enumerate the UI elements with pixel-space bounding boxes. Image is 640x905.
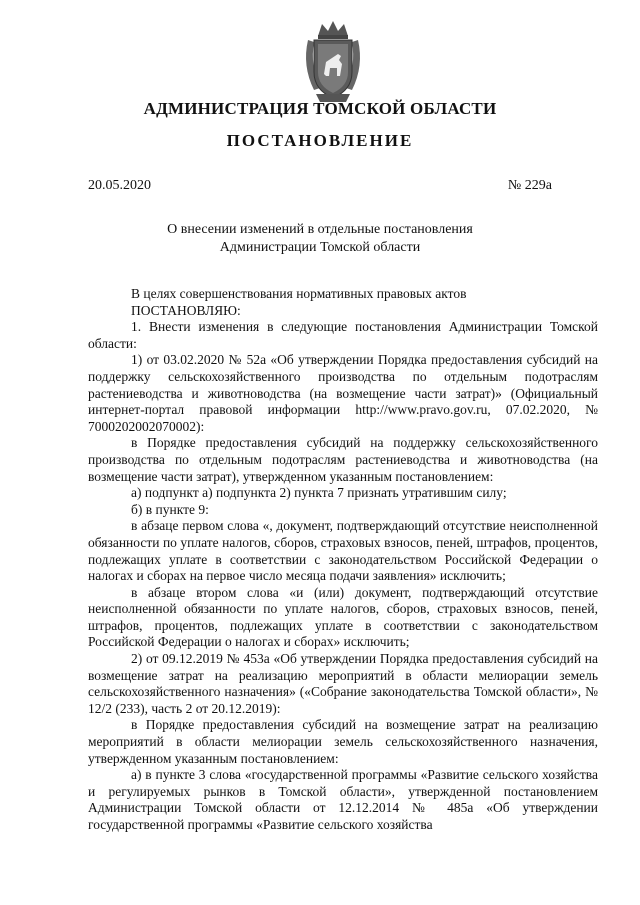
organization-title: АДМИНИСТРАЦИЯ ТОМСКОЙ ОБЛАСТИ [143,99,497,118]
paragraph-b: б) в пункте 9: [131,501,209,517]
document-body [88,286,598,834]
paragraph-b-second: в абзаце втором слова «и (или) документ, подтверждающий отсутствие неисполненной обязанности по уплате налогов, сборов, страховых взносов, пеней, штрафов, процентов, подлежащих уплате в соответствии с законодательством Российской Федерации о налогах и сборах» исключить; [88,584,598,650]
paragraph-2a: а) в пункте 3 слова «государственной программы «Развитие сельского хозяйства и регулируемых рынков в Томской области», утвержденной постановлением Администрации Томской области от 12.12.2014 № 485а «Об утверждении государственной программы «Развитие сельского хозяйства [88,767,598,832]
document-subject [0,221,640,257]
paragraph-item-1: 1. Внести изменения в следующие постановления Администрации Томской области: [88,319,598,351]
document-date: 20.05.2020 [88,178,151,193]
paragraph-subitem-1: 1) от 03.02.2020 № 52а «Об утверждении Порядка предоставления субсидий на поддержку сельскохозяйственного производства по отдельным подотраслям растениеводства и животноводства (на возмещение части затрат)» (Официальный интернет-портал правовой информации http://www.pravo.gov.ru, 07.02.2020, № 7000202002070002): [88,352,598,434]
paragraph-subitem-2: 2) от 09.12.2019 № 453а «Об утверждении Порядка предоставления субсидий на возмещение затрат на реализацию мероприятий в области мелиорации земель сельскохозяйственного назначения» («Собрание законодательства Томской области», № 12/2 (233), часть 2 от 20.12.2019): [88,651,598,716]
paragraph-order-1: в Порядке предоставления субсидий на поддержку сельскохозяйственного производства по отдельным подотраслям растениеводства и животноводства (на возмещение части затрат), утвержденном указанным постановлением: [88,435,598,484]
document-number: № 229а [507,178,552,193]
subject-line-1: О внесении изменений в отдельные постановления [167,222,473,237]
document-type: ПОСТАНОВЛЕНИЕ [226,131,414,150]
paragraph-b-first: в абзаце первом слова «, документ, подтверждающий отсутствие неисполненной обязанности по уплате налогов, сборов, страховых взносов, пеней, штрафов, процентов, подлежащих уплате в соответствии с законодательством Российской Федерации о налогах и сборах на первое число месяца подачи заявления» исключить; [88,518,598,584]
paragraph-preamble: В целях совершенствования нормативных правовых актов [131,286,467,301]
paragraph-a: а) подпункт а) подпункта 2) пункта 7 признать утратившим силу; [131,485,507,501]
coat-of-arms-icon [300,18,366,104]
paragraph-order-2: в Порядке предоставления субсидий на возмещение затрат на реализацию мероприятий в области мелиорации земель сельскохозяйственного назначения, утвержденном указанным постановлением: [88,717,598,766]
paragraph-resolve: ПОСТАНОВЛЯЮ: [131,302,241,318]
subject-line-2: Администрации Томской области [219,240,421,255]
